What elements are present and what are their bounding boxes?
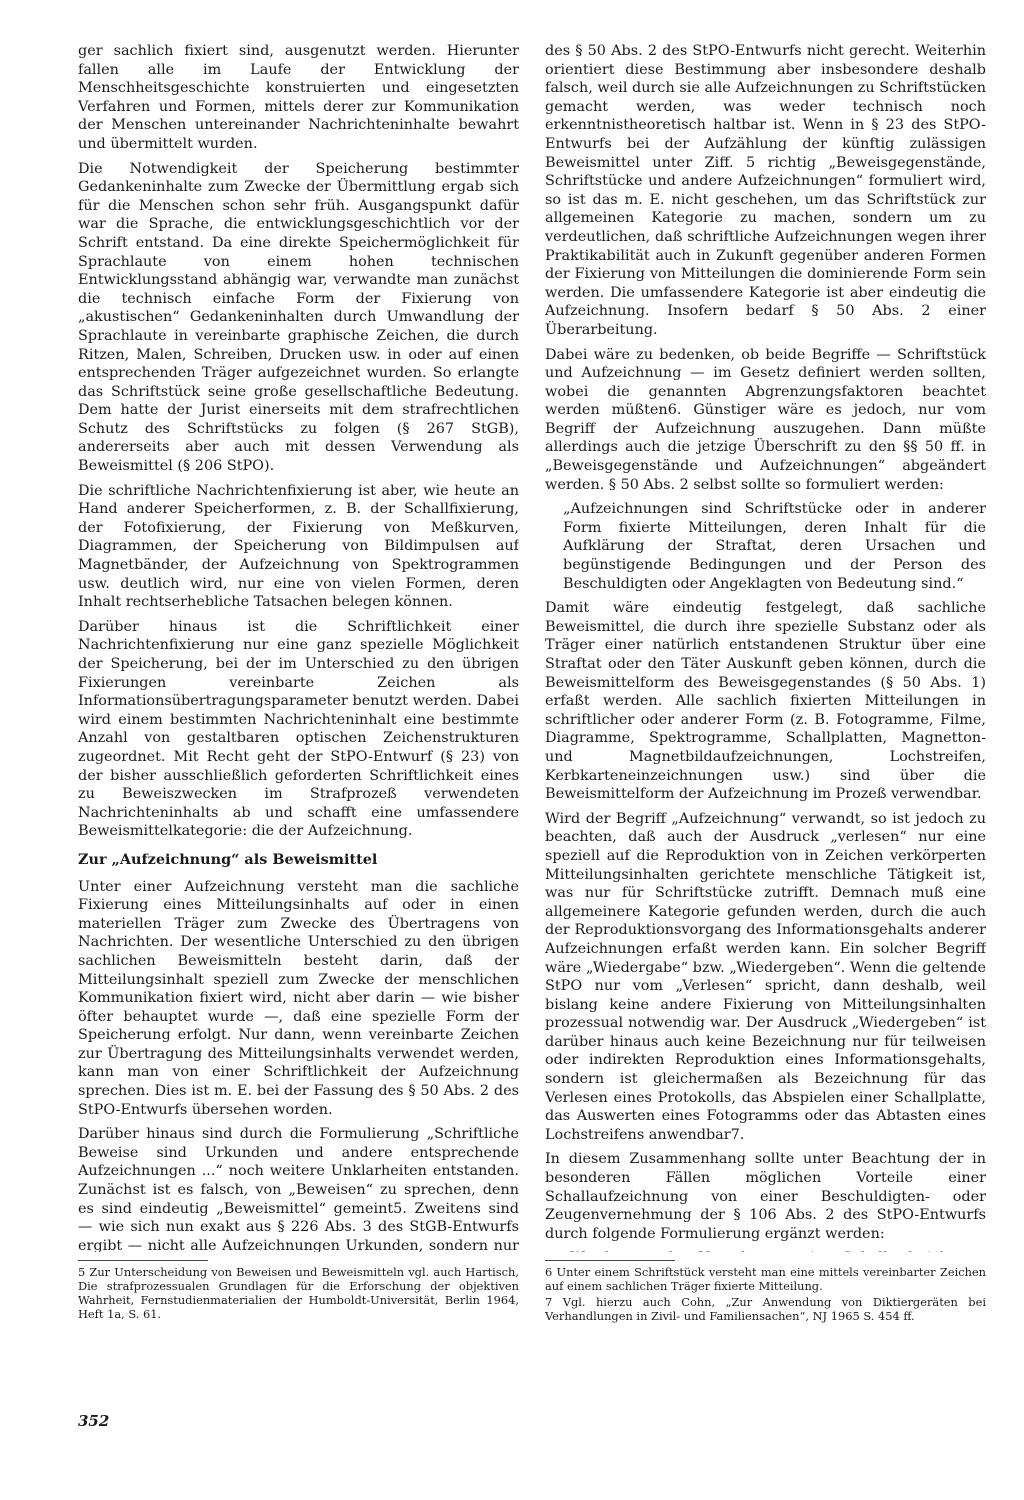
- paragraph: Damit wäre eindeutig festgelegt, daß sachliche Beweismittel, die durch ihre spezielle Substanz oder als Träger einer natürlich entstandenen Struktur über eine Straftat oder den Täter Auskunft geben können, durch die Beweismittelform des Beweisgegenstandes (§ 50 Abs. 1) erfaßt werden. Alle sachlich fixierten Mitteilungen in schriftlicher oder anderer Form (z. B. Fotogramme, Filme, Diagramme, Spektrogramme, Schallplatten, Magnetton- und Magnetbildaufzeichnungen, Lochstreifen, Kerbkarteneinzeichnungen usw.) sind über die Beweismittelform der Aufzeichnung im Prozeß verwendbar.: [545, 600, 986, 803]
- paragraph: In diesem Zusammenhang sollte unter Beachtung der in besonderen Fällen möglichen Vorteile einer Schallaufzeichnung von einer Beschuldigten- oder Zeugenvernehmung der § 106 Abs. 2 des StPO-Entwurfs durch folgende Formulierung ergänzt werden:: [545, 1151, 986, 1242]
- footnote-7: 7 Vgl. hierzu auch Cohn, „Zur Anwendung von Diktiergeräten bei Verhandlungen in Zivil- und Familiensachen“, NJ 1965 S. 454 ff.: [545, 1295, 986, 1323]
- quote-paragraph: „Aufzeichnungen sind Schriftstücke oder in anderer Form fixierte Mitteilungen, deren Inhalt für die Aufklärung der Straftat, deren Ursachen und begünstigende Bedingungen und der Person des Beschuldigten oder Angeklagten von Bedeutung sind.“: [563, 501, 986, 592]
- paragraph: Dabei wäre zu bedenken, ob beide Begriffe — Schriftstück und Aufzeichnung — im Gesetz definiert werden sollten, wobei die genannten Abgrenzungsfaktoren beachtet werden müßten6. Günstiger wäre es jedoch, nur vom Begriff der Aufzeichnung auszugehen. Dann müßte allerdings auch die jetzige Überschrift zu den §§ 50 ff. in „Beweisgegenstände und Aufzeichnungen“ abgeändert werden. § 50 Abs. 2 selbst sollte so formuliert werden:: [545, 346, 986, 493]
- paragraph: Die schriftliche Nachrichtenfixierung ist aber, wie heute an Hand anderer Speicherformen, z. B. der Schallfixierung, der Fotofixierung, der Fixierung von Meßkurven, Diagrammen, der Speicherung von Bildimpulsen auf Magnetbänder, der Aufzeichnung von Spektrogrammen usw. deutlich wird, nur eine von vielen Formen, deren Inhalt rechtserhebliche Tatsachen belegen können.: [78, 482, 519, 611]
- footnote-rule: [545, 1260, 675, 1261]
- paragraph: ger sachlich fixiert sind, ausgenutzt werden. Hierunter fallen alle im Laufe der Entwicklung der Menschheitsgeschichte konstruierten und eingesetzten Verfahren und Formen, mittels derer zur Kommunikation der Menschen untereinander Nachrichteninhalte bewahrt und übermittelt wurden.: [78, 43, 519, 152]
- paragraph: Unter einer Aufzeichnung versteht man die sachliche Fixierung eines Mitteilungsinhalts auf oder in einen materiellen Träger zum Zwecke des Übertragens von Nachrichten. Der wesentliche Unterschied zu den übrigen sachlichen Beweismitteln besteht darin, daß der Mitteilungsinhalt speziell zum Zwecke der menschlichen Kommunikation fixiert wird, nicht aber darin — wie bisher öfter behauptet wurde —, daß eine spezielle Form der Speicherung erfolgt. Nur dann, wenn vereinbarte Zeichen zur Übertragung des Mitteilungsinhalts verwendet werden, kann man von einer Schriftlichkeit der Aufzeichnung sprechen. Dies ist m. E. bei der Fassung des § 50 Abs. 2 des StPO-Entwurfs übersehen worden.: [78, 878, 519, 1118]
- paragraph: Die Notwendigkeit der Speicherung bestimmter Gedankeninhalte zum Zwecke der Übermittlung ergab sich für die Menschen schon sehr früh. Ausgangspunkt dafür war die Sprache, die entwicklungsgeschichtlich vor der Schrift entstand. Da eine direkte Speichermöglichkeit für Sprachlaute von einem hohen technischen Entwicklungsstand abhängig war, verwandte man zunächst die technisch einfache Form der Fixierung von „akustischen“ Gedankeninhalten durch Umwandlung der Sprachlaute in vereinbarte graphische Zeichen, die durch Ritzen, Malen, Schreiben, Drucken usw. in oder auf einen entsprechenden Träger aufgezeichnet wurden. So erlangte das Schriftstück seine große gesellschaftliche Bedeutung. Dem hatte der Jurist einerseits mit dem strafrechtlichen Schutz des Schriftstücks zu folgen (§ 267 StGB), andererseits aber auch mit dessen Verwendung als Beweismittel (§ 206 StPO).: [78, 160, 519, 475]
- left-footnotes: [78, 1260, 519, 1323]
- paragraph: Wird der Begriff „Aufzeichnung“ verwandt, so ist jedoch zu beachten, daß auch der Ausdruck „verlesen“ nur eine speziell auf die Reproduktion von in Zeichen verkörperten Mitteilungsinhalten gerichtete menschliche Tätigkeit ist, was nur für Schriftstücke zutrifft. Demnach muß eine allgemeinere Kategorie gefunden werden, durch die auch der Reproduktionsvorgang des Informationsgehalts anderer Aufzeichnungen erfaßt werden kann. Ein solcher Begriff wäre „Wiedergabe“ bzw. „Wiedergeben“. Wenn die geltende StPO nur vom „Verlesen“ spricht, dann deshalb, weil bislang keine andere Fixierung von Mitteilungsinhalten prozessual notwendig war. Der Ausdruck „Wiedergeben“ ist darüber hinaus auch keine Bezeichnung nur für teilweisen oder indirekten Reproduktion eines Informationsgehalts, sondern ist gleichermaßen als Bezeichnung für das Verlesen eines Protokolls, das Abspielen einer Schallplatte, das Auswerten eines Fotogramms oder das Abtasten eines Lochstreifens anwendbar7.: [545, 810, 986, 1143]
- right-column-body: [545, 42, 986, 1252]
- section-heading: Zur „Aufzeichnung“ als Beweismittel: [78, 850, 378, 868]
- text-columns: [78, 42, 986, 1382]
- left-column-body: [78, 42, 519, 1252]
- quote-paragraph: [545, 1249, 986, 1252]
- footnote-rule: [78, 1260, 208, 1261]
- paragraph: des § 50 Abs. 2 des StPO-Entwurfs nicht gerecht. Weiterhin orientiert diese Bestimmung aber insbesondere deshalb falsch, weil durch sie alle Aufzeichnungen zu Schriftstücken gemacht werden, was weder technisch noch erkenntnistheoretisch haltbar ist. Wenn in § 23 des StPO-Entwurfs bei der Aufzählung der künftig zulässigen Beweismittel unter Ziff. 5 richtig „Beweisgegenstände, Schriftstücke und andere Aufzeichnungen“ formuliert wird, so ist das m. E. nicht geschehen, um das Schriftstück zur allgemeinen Kategorie zu machen, sondern um zu verdeutlichen, daß schriftliche Aufzeichnungen wegen ihrer Praktikabilität auch in Zukunft gegenüber anderen Formen der Fixierung von Mitteilungen die dominierende Form sein werden. Die umfassendere Kategorie ist aber eindeutig die Aufzeichnung. Insofern bedarf § 50 Abs. 2 einer Überarbeitung.: [545, 43, 986, 338]
- footnote-6: 6 Unter einem Schriftstück versteht man eine mittels vereinbarter Zeichen auf einem sachlichen Träger fixierte Mitteilung.: [545, 1265, 986, 1293]
- left-column: [78, 42, 519, 1382]
- right-footnotes: [545, 1260, 986, 1325]
- right-column: [545, 42, 986, 1382]
- paragraph: Darüber hinaus ist die Schriftlichkeit einer Nachrichtenfixierung nur eine ganz spezielle Möglichkeit der Speicherung, bei der im Unterschied zu den übrigen Fixierungen vereinbarte Zeichen als Informationsübertragungsparameter benutzt werden. Dabei wird einem bestimmten Nachrichteninhalt eine bestimmte Anzahl von gestaltbaren optischen Zeichenstrukturen zugeordnet. Mit Recht geht der StPO-Entwurf (§ 23) von der bisher ausschließlich geforderten Schriftlichkeit eines zu Beweiszwecken im Strafprozeß verwendeten Nachrichteninhalts ab und schafft eine umfassendere Beweismittelkategorie: die der Aufzeichnung.: [78, 618, 519, 840]
- footnote-5: 5 Zur Unterscheidung von Beweisen und Beweismitteln vgl. auch Hartisch, Die strafprozessualen Grundlagen für die Erforschung der objektiven Wahrheit, Fernstudienmaterialien der Humboldt-Universität, Berlin 1964, Heft 1a, S. 61.: [78, 1265, 519, 1321]
- paragraph: Darüber hinaus sind durch die Formulierung „Schriftliche Beweise sind Urkunden und andere entsprechende Aufzeichnungen ...“ noch weitere Unklarheiten entstanden. Zunächst ist es falsch, von „Beweisen“ zu sprechen, denn es sind eindeutig „Beweismittel“ gemeint5. Zweitens sind — wie sich nun exakt aus § 226 Abs. 3 des StGB-Entwurfs ergibt — nicht alle Aufzeichnungen Urkunden, sondern nur: [78, 1126, 519, 1252]
- page-number: 352: [78, 1412, 110, 1430]
